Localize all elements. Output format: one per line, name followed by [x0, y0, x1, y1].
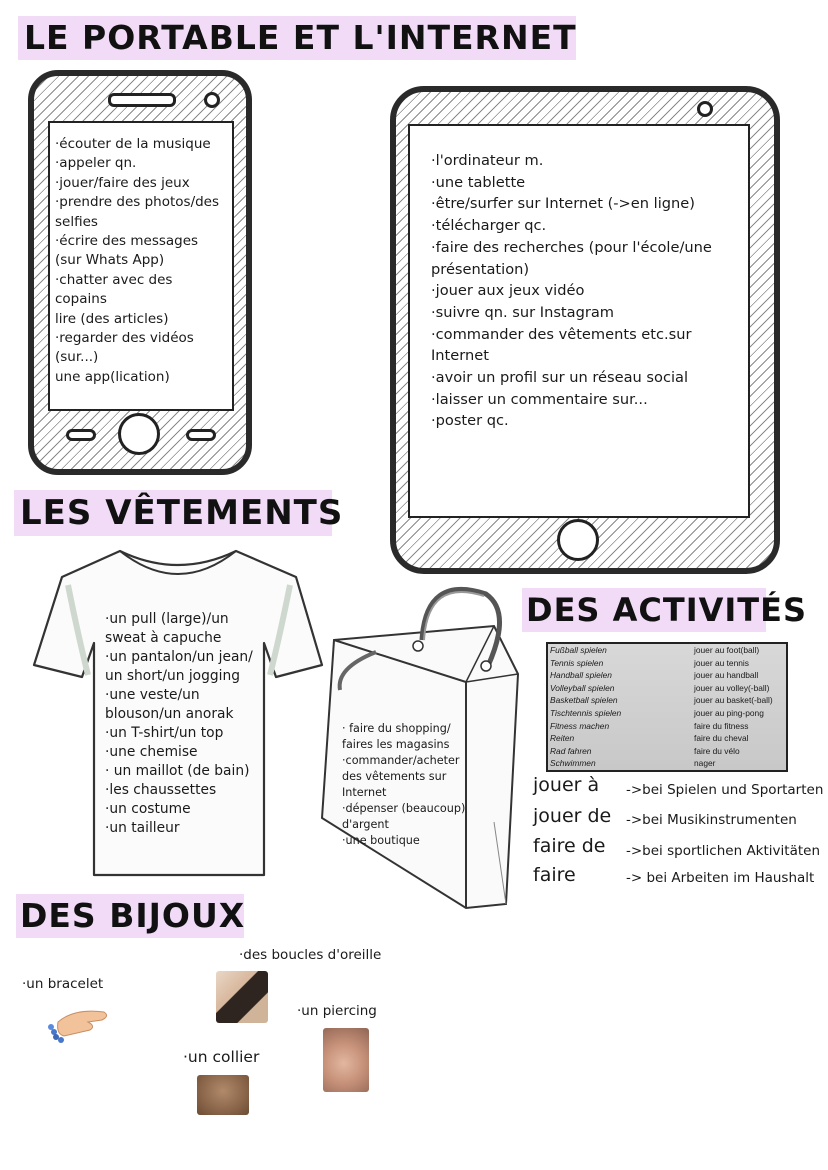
list-item: des vêtements sur — [342, 770, 447, 783]
label-boucles: ·des boucles d'oreille — [239, 947, 382, 963]
table-cell-german: Fitness machen — [550, 720, 610, 731]
list-item: ·jouer/faire des jeux — [55, 174, 190, 191]
table-cell-french: faire du vélo — [694, 745, 740, 756]
table-cell-french: jouer au basket(-ball) — [694, 695, 773, 706]
list-item: ·une veste/un — [105, 687, 200, 703]
table-row — [548, 669, 786, 682]
list-item: ·prendre des photos/des — [55, 194, 220, 211]
list-item: une app(lication) — [55, 368, 170, 385]
list-item: ·dépenser (beaucoup) — [342, 802, 466, 815]
list-item: ·l'ordinateur m. — [431, 152, 544, 169]
phone-home-button — [118, 413, 160, 455]
verb-note: ->bei Musikinstrumenten — [626, 812, 797, 828]
list-item: ·télécharger qc. — [431, 217, 547, 235]
tablet-list — [431, 150, 712, 432]
verb-note: -> bei Arbeiten im Haushalt — [626, 870, 815, 886]
table-cell-french: jouer au foot(ball) — [694, 645, 760, 655]
vetements-list — [105, 610, 253, 838]
list-item: présentation) — [431, 260, 530, 278]
list-item: · faire du shopping/ — [342, 722, 451, 735]
list-item: ·jouer aux jeux vidéo — [431, 282, 585, 300]
list-item: ·un pull (large)/un — [105, 611, 229, 627]
table-cell-german: Reiten — [550, 733, 575, 744]
verb-faire-de: faire de — [533, 835, 606, 857]
verb-note: ->bei Spielen und Sportarten — [626, 782, 824, 798]
table-cell-german: Handball spielen — [550, 670, 612, 681]
list-item: (sur Whats App) — [55, 252, 165, 269]
list-item: lire (des articles) — [55, 310, 169, 327]
table-cell-french: jouer au handball — [694, 670, 759, 681]
phone-right-button — [186, 429, 216, 441]
table-cell-french: faire du cheval — [694, 733, 749, 744]
table-cell-german: Tischtennis spielen — [550, 707, 622, 718]
verb-faire: faire — [533, 864, 576, 886]
list-item: (sur...) — [55, 349, 99, 366]
label-collier: ·un collier — [183, 1048, 260, 1066]
verb-jouer-de: jouer de — [533, 805, 612, 827]
list-item: ·laisser un commentaire sur... — [431, 390, 648, 408]
list-item: ·commander des vêtements etc.sur — [431, 325, 692, 343]
list-item: Internet — [342, 786, 387, 799]
table-row — [548, 732, 786, 745]
activities-table-box — [546, 642, 788, 772]
list-item: ·chatter avec des — [55, 271, 173, 288]
list-item: ·une chemise — [105, 744, 198, 760]
list-item: ·faire des recherches (pour l'école/une — [431, 238, 712, 256]
list-item: ·un pantalon/un jean/ — [105, 649, 253, 665]
table-row — [548, 745, 786, 758]
list-item: Internet — [431, 347, 489, 365]
list-item: ·écrire des messages — [55, 233, 199, 250]
table-cell-german: Tennis spielen — [550, 657, 604, 668]
tablet-camera — [697, 101, 713, 117]
heading-portable: LE PORTABLE ET L'INTERNET — [18, 16, 576, 60]
label-piercing: ·un piercing — [297, 1003, 377, 1019]
list-item: blouson/un anorak — [105, 706, 234, 722]
table-cell-german: Basketball spielen — [550, 695, 618, 706]
table-row — [548, 694, 786, 707]
table-row — [548, 707, 786, 720]
table-row — [548, 720, 786, 733]
table-cell-french: nager — [694, 758, 716, 769]
list-item: ·suivre qn. sur Instagram — [431, 303, 615, 321]
table-cell-french: faire du fitness — [694, 720, 749, 731]
list-item: · un maillot (de bain) — [105, 763, 250, 779]
table-cell-german: Schwimmen — [550, 758, 596, 769]
table-row — [548, 757, 786, 770]
verb-note: ->bei sportlichen Aktivitäten — [626, 843, 820, 859]
list-item: ·regarder des vidéos — [55, 330, 194, 347]
list-item: un short/un jogging — [105, 668, 240, 684]
verb-jouer-a: jouer à — [533, 774, 600, 796]
table-row — [548, 644, 786, 657]
list-item: sweat à capuche — [105, 630, 222, 646]
list-item: ·une boutique — [342, 834, 420, 847]
tablet-home-button — [557, 519, 599, 561]
phone-list — [55, 135, 219, 387]
label-bracelet: ·un bracelet — [22, 976, 104, 992]
table-cell-german: Rad fahren — [550, 745, 592, 756]
list-item: ·écouter de la musique — [55, 136, 211, 152]
list-item: copains — [55, 291, 107, 308]
table-cell-german: Volleyball spielen — [550, 682, 615, 693]
list-item: selfies — [55, 213, 98, 230]
piercing-image — [323, 1028, 369, 1092]
list-item: ·appeler qn. — [55, 155, 137, 172]
list-item: faires les magasins — [342, 738, 450, 751]
bag-list — [342, 721, 465, 849]
table-row — [548, 657, 786, 670]
table-cell-german: Fußball spielen — [550, 645, 607, 655]
list-item: ·une tablette — [431, 173, 526, 191]
table-row — [548, 682, 786, 695]
phone-left-button — [66, 429, 96, 441]
heading-vetements: LES VÊTEMENTS — [14, 490, 332, 536]
list-item: ·poster qc. — [431, 412, 509, 430]
phone-camera — [204, 92, 220, 108]
table-cell-french: jouer au ping-pong — [694, 707, 764, 718]
list-item: ·être/surfer sur Internet (->en ligne) — [431, 195, 695, 213]
table-cell-french: jouer au tennis — [694, 657, 749, 668]
table-cell-french: jouer au volley(-ball) — [694, 682, 770, 693]
list-item: ·un costume — [105, 801, 191, 817]
heading-activites: DES ACTIVITÉS — [522, 588, 766, 632]
phone-speaker — [108, 93, 176, 107]
list-item: ·un tailleur — [105, 820, 180, 836]
earrings-image — [216, 971, 268, 1023]
bracelet-image — [44, 1002, 112, 1050]
list-item: ·commander/acheter — [342, 754, 460, 767]
heading-bijoux: DES BIJOUX — [16, 894, 244, 938]
list-item: ·les chaussettes — [105, 782, 217, 798]
activities-table — [548, 644, 786, 770]
list-item: d'argent — [342, 818, 389, 831]
necklace-image — [197, 1075, 249, 1115]
list-item: ·un T-shirt/un top — [105, 725, 224, 741]
list-item: ·avoir un profil sur un réseau social — [431, 369, 689, 387]
